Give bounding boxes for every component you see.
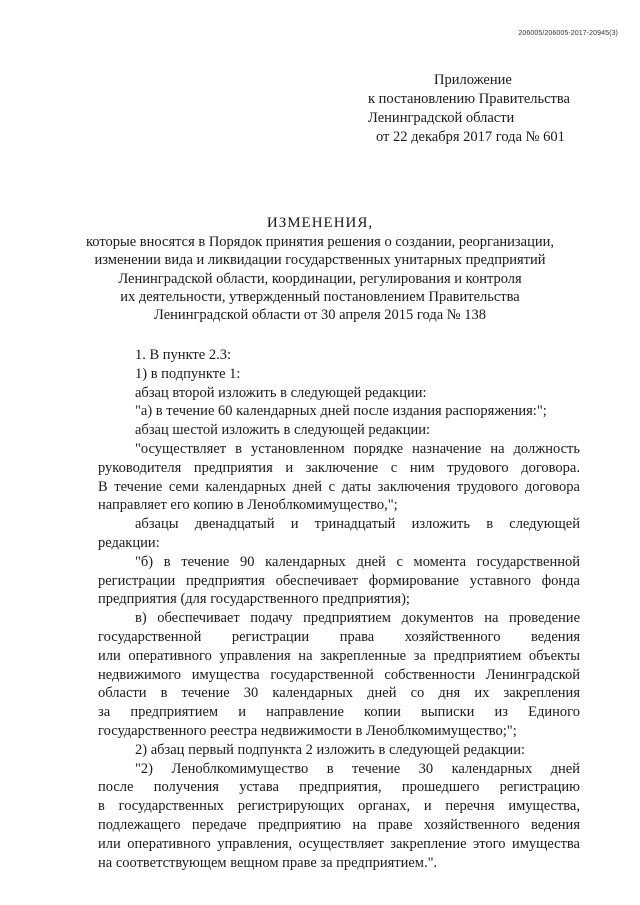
appendix-header (368, 71, 628, 147)
appendix-line: от 22 декабря 2017 года № 601 (376, 129, 565, 145)
body-line: в) обеспечивает подачу предприятием документов на проведение (135, 610, 580, 627)
appendix-line: Ленинградской области (368, 110, 515, 126)
body-line: "а) в течение 60 календарных дней после издания распоряжения:"; (135, 403, 547, 420)
body-line: редакции: (98, 534, 160, 551)
body-line: абзац шестой изложить в следующей редакции: (135, 422, 430, 439)
appendix-line: к постановлению Правительства (368, 91, 570, 107)
body-line: подлежащего передаче предприятию на праве хозяйственного ведения (98, 816, 580, 833)
body-line: "осуществляет в установленном порядке назначение на должность (135, 440, 580, 457)
subtitle-line: их деятельности, утвержденный постановлением Правительства (120, 288, 520, 305)
body-line: направляет его копию в Леноблкомимущество,"; (98, 497, 398, 514)
subtitle-line: Ленинградской области, координации, регулирования и контроля (118, 270, 522, 287)
body-line: В течение семи календарных дней с даты заключения трудового договора (98, 478, 580, 495)
body-line: в государственных регистрирующих органах, и перечня имущества, (98, 798, 580, 815)
body-line: предприятия (для государственного предприятия); (98, 591, 410, 608)
body-line: абзацы двенадцатый и тринадцатый изложить в следующей (135, 516, 580, 533)
body-line: "2) Леноблкомимущество в течение 30 календарных дней (135, 760, 580, 777)
document-number: 206005/206005-2017-20945(3) (518, 30, 618, 37)
body-line: "б) в течение 90 календарных дней с момента государственной (135, 553, 580, 570)
subtitle-line: изменении вида и ликвидации государственных унитарных предприятий (94, 252, 546, 269)
body-line: 2) абзац первый подпункта 2 изложить в следующей редакции: (135, 741, 525, 758)
subtitle-line: которые вносятся в Порядок принятия решения о создании, реорганизации, (85, 234, 554, 250)
document-body (98, 346, 580, 872)
body-line: на соответствующем вещном праве за предприятием.". (98, 854, 438, 871)
appendix-line: Приложение (434, 72, 512, 88)
document-subtitle (80, 233, 560, 324)
body-line: руководителя предприятия и заключение с ним трудового договора. (98, 459, 580, 476)
body-line: регистрации предприятия обеспечивает формирование уставного фонда (98, 572, 580, 589)
body-line: после получения устава предприятия, прошедшего регистрацию (98, 779, 580, 796)
body-line: государственной регистрации права хозяйственного ведения (98, 628, 580, 645)
body-line: 1) в подпункте 1: (135, 365, 241, 382)
document-title: ИЗМЕНЕНИЯ, (266, 215, 374, 231)
body-line: государственного реестра недвижимости в Леноблкомимущество;"; (98, 722, 517, 739)
body-line: или оперативного управления на закрепленные за предприятием объекты (98, 647, 580, 664)
body-line: или оперативного управления, осуществляет закрепление этого имущества (98, 835, 580, 852)
body-line: недвижимого имущества государственной собственности Ленинградской (98, 666, 580, 683)
body-line: за предприятием и направление копии выписки из Единого (98, 704, 580, 721)
subtitle-line: Ленинградской области от 30 апреля 2015 года № 138 (154, 307, 486, 324)
body-line: 1. В пункте 2.3: (135, 347, 231, 363)
body-line: области в течение 30 календарных дней со дня их закрепления (98, 685, 580, 702)
body-line: абзац второй изложить в следующей редакции: (135, 384, 427, 401)
